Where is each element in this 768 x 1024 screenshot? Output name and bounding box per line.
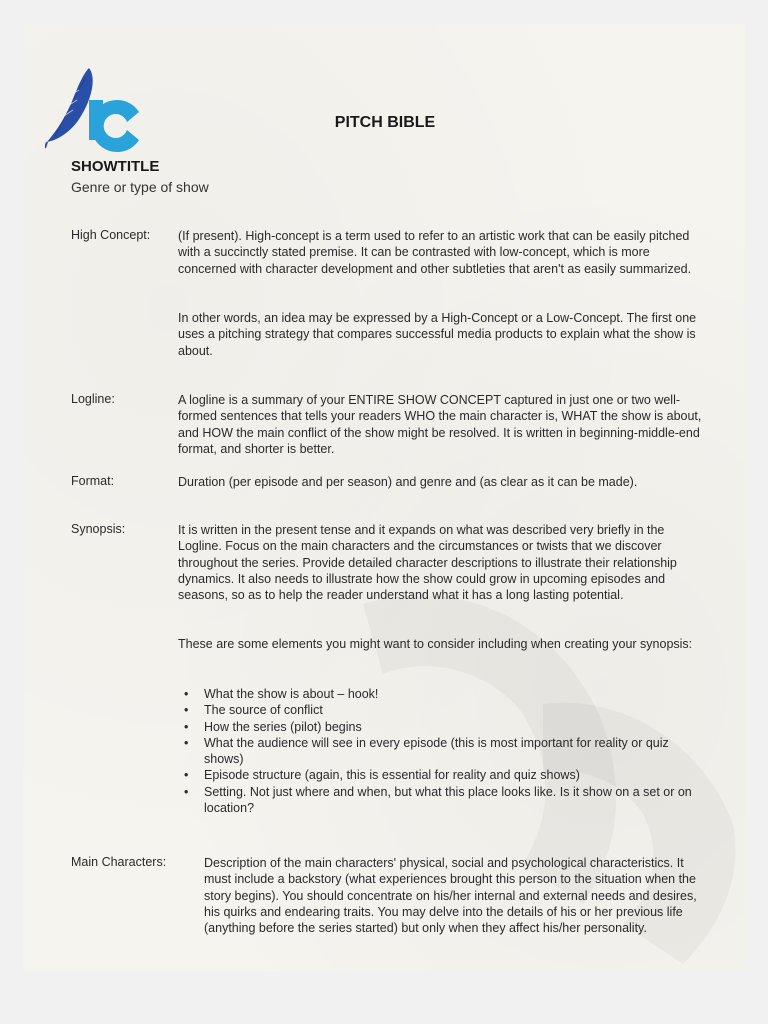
list-item: • What the audience will see in every episode (this is most important for reality or quiz shows) [178, 735, 708, 768]
high-concept-paragraph-1: (If present). High-concept is a term used to refer to an artistic work that can be easily pitched with a succinctly stated premise. It can be contrasted with low-concept, which is more concerned with character development and other subtleties that aren't as easily summarized. [178, 229, 692, 276]
main-characters-label: Main Characters: [71, 855, 167, 869]
logline-text: A logline is a summary of your ENTIRE SHOW CONCEPT captured in just one or two well-formed sentences that tells your readers WHO the main character is, WHAT the show is about, and HOW the main conflict of the show might be resolved. It is written in beginning-middle-end format, and shorter is better. [178, 393, 702, 456]
show-genre: Genre or type of show [71, 179, 209, 195]
list-item: • Episode structure (again, this is essential for reality and quiz shows) [178, 767, 708, 783]
company-logo [45, 60, 155, 160]
page-title: PITCH BIBLE [334, 114, 436, 131]
format-label: Format: [71, 474, 115, 488]
show-title: SHOWTITLE [71, 158, 160, 175]
synopsis-label: Synopsis: [71, 522, 126, 536]
document-page [23, 24, 745, 972]
main-characters-text: Description of the main characters' physical, social and psychological characteristics. It must include a backstory (what experiences brought this person to the situation when the story begins). You should concentrate on his/her internal and external needs and desires, his quirks and endearing traits. You may delve into the details of his or her previous life (anything before the series started) but only when they affect his/her personality. [204, 856, 697, 936]
synopsis-paragraph-1: It is written in the present tense and it expands on what was described very briefly in the Logline. Focus on the main characters and the circumstances or twists that we discover throughout the series. Provide detailed character descriptions to illustrate their relationship dynamics. It also needs to illustrate how the show could grow in upcoming episodes and seasons, so as to help the reader understand what it has a long lasting potential. [178, 523, 677, 603]
logline-label: Logline: [71, 392, 115, 406]
list-item: • The source of conflict [178, 702, 708, 718]
high-concept-paragraph-2: In other words, an idea may be expressed by a High-Concept or a Low-Concept. The first one uses a pitching strategy that compares successful media products to explain what the show is about. [178, 311, 697, 358]
list-item: • How the series (pilot) begins [178, 719, 708, 735]
high-concept-label: High Concept: [71, 228, 151, 242]
list-item: • What the show is about – hook! [178, 686, 708, 702]
synopsis-element-list [178, 686, 708, 816]
list-item: • Setting. Not just where and when, but what this place looks like. Is it show on a set or on location? [178, 784, 708, 817]
synopsis-paragraph-2: These are some elements you might want to consider including when creating your synopsis: [178, 637, 693, 651]
format-text: Duration (per episode and per season) and genre and (as clear as it can be made). [178, 475, 638, 489]
